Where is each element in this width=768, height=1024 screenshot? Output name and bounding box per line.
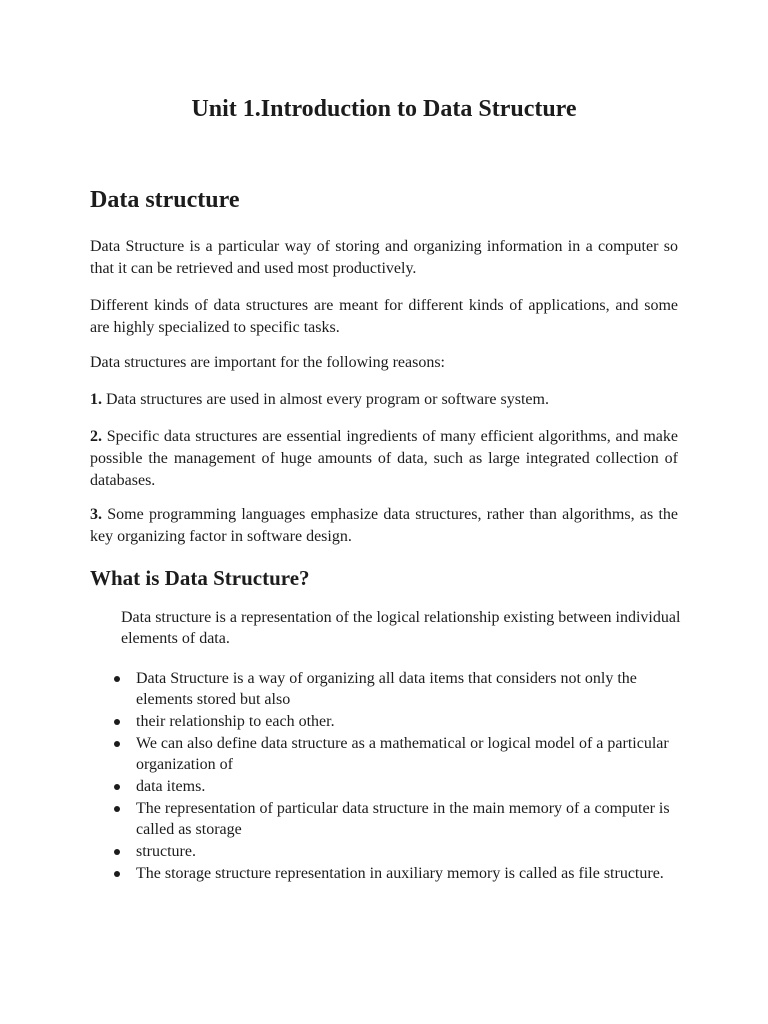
- list-item-text: data items.: [136, 778, 206, 795]
- reason-item-3: [90, 504, 678, 548]
- bullet-icon: [114, 849, 120, 855]
- list-item: [111, 798, 681, 840]
- list-item-text: We can also define data structure as a mathematical or logical model of a particular organization of: [136, 735, 669, 773]
- list-item: [111, 668, 681, 710]
- reason-number: 3.: [90, 506, 102, 523]
- reason-number: 1.: [90, 391, 102, 408]
- reason-text: Specific data structures are essential ingredients of many efficient algorithms, and make possible the management of huge amounts of data, such as large integrated collection of databases.: [90, 428, 678, 489]
- bullet-icon: [114, 676, 120, 682]
- list-item: [111, 841, 681, 862]
- reason-item-1: [90, 389, 678, 411]
- bullet-icon: [114, 741, 120, 747]
- bullet-icon: [114, 806, 120, 812]
- section-heading-what-is: What is Data Structure?: [90, 566, 310, 590]
- list-item: [111, 711, 681, 732]
- list-item-text: The storage structure representation in auxiliary memory is called as file structure.: [136, 865, 664, 882]
- list-item: [111, 776, 681, 797]
- reason-number: 2.: [90, 428, 102, 445]
- list-item-text: their relationship to each other.: [136, 713, 335, 730]
- bullet-list: [111, 668, 681, 885]
- reason-text: Some programming languages emphasize data structures, rather than algorithms, as the key organizing factor in software design.: [90, 506, 678, 545]
- bullet-icon: [114, 719, 120, 725]
- paragraph-definition: Data Structure is a particular way of storing and organizing information in a computer so that it can be retrieved and used most productively.: [90, 238, 678, 277]
- bullet-icon: [114, 784, 120, 790]
- document-title: Unit 1.Introduction to Data Structure: [191, 96, 577, 122]
- definition-paragraph: Data structure is a representation of the logical relationship existing between individual elements of data.: [121, 609, 681, 647]
- list-item-text: Data Structure is a way of organizing all data items that considers not only the elements stored but also: [136, 670, 637, 708]
- list-item: [111, 863, 681, 884]
- reason-text: Data structures are used in almost every program or software system.: [102, 391, 549, 408]
- reason-item-2: [90, 426, 678, 492]
- list-item: [111, 733, 681, 775]
- paragraph-reasons-intro: Data structures are important for the following reasons:: [90, 354, 445, 371]
- paragraph-kinds: Different kinds of data structures are meant for different kinds of applications, and some are highly specialized to specific tasks.: [90, 297, 678, 336]
- list-item-text: The representation of particular data structure in the main memory of a computer is called as storage: [136, 800, 670, 838]
- section-heading-data-structure: Data structure: [90, 187, 240, 213]
- bullet-icon: [114, 871, 120, 877]
- list-item-text: structure.: [136, 843, 196, 860]
